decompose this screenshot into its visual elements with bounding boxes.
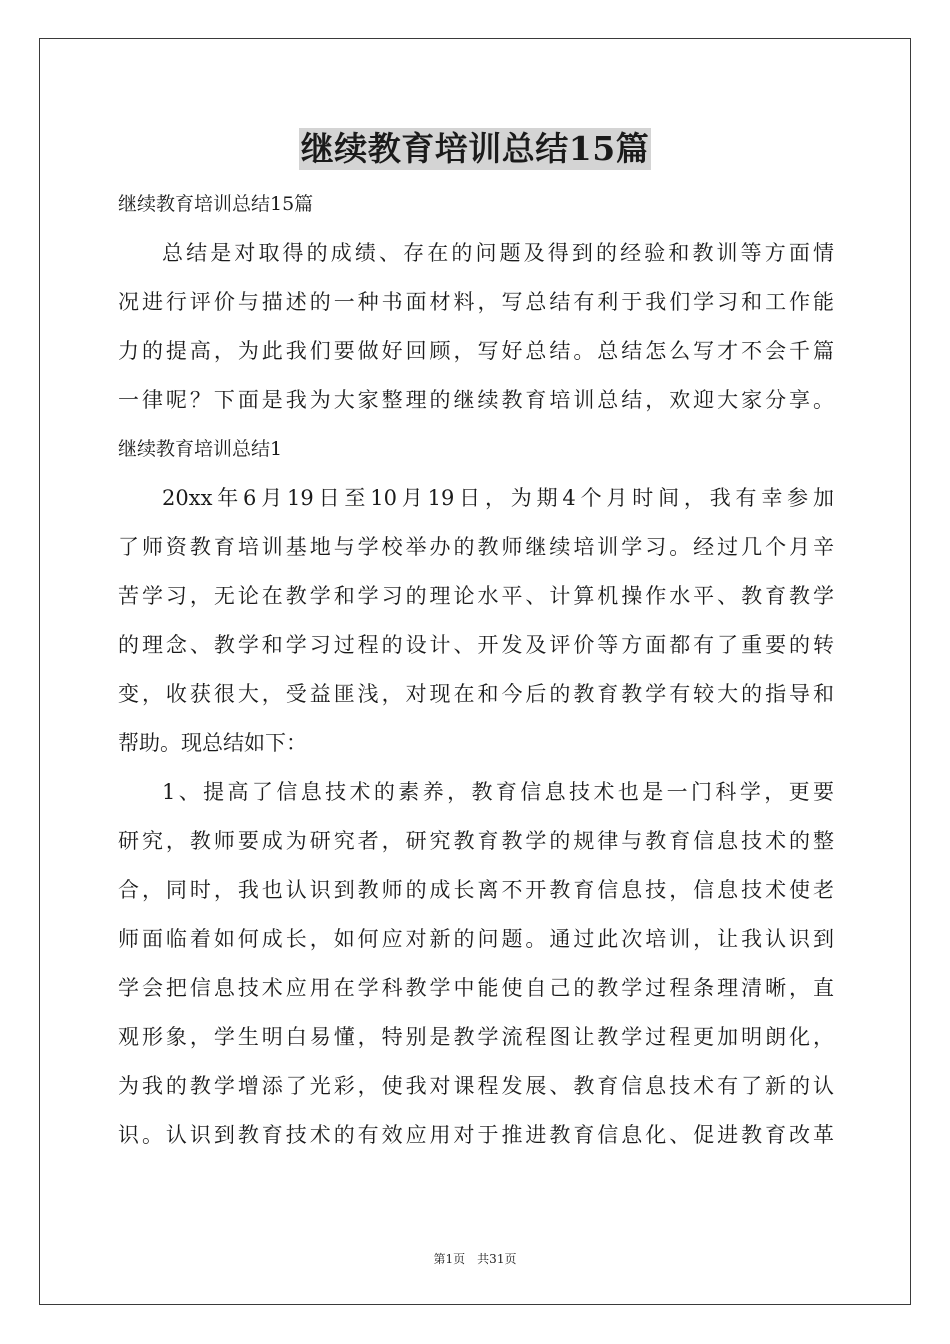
title-container (0, 128, 950, 170)
page-footer: 第1页 共31页 (433, 1252, 517, 1266)
paragraph-line: 1、提高了信息技术的素养，教育信息技术也是一门科学，更要 (162, 780, 834, 804)
paragraph-line: 帮助。现总结如下： (118, 731, 307, 755)
paragraph-line: 合，同时，我也认识到教师的成长离不开教育信息技，信息技术使老 (118, 878, 834, 902)
subtitle-line: 继续教育培训总结15篇 (118, 193, 314, 215)
paragraph-line: 的理念、教学和学习过程的设计、开发及评价等方面都有了重要的转 (118, 633, 834, 657)
paragraph-line: 学会把信息技术应用在学科教学中能使自己的教学过程条理清晰，直 (118, 976, 834, 1000)
paragraph-line: 为我的教学增添了光彩，使我对课程发展、教育信息技术有了新的认 (118, 1074, 834, 1098)
paragraph-line: 苦学习，无论在教学和学习的理论水平、计算机操作水平、教育教学 (118, 584, 834, 608)
paragraph-line: 力的提高，为此我们要做好回顾，写好总结。总结怎么写才不会千篇 (118, 339, 834, 363)
document-title: 继续教育培训总结15篇 (300, 129, 650, 168)
paragraph-line: 观形象，学生明白易懂，特别是教学流程图让教学过程更加明朗化， (118, 1025, 834, 1049)
paragraph-line: 识。认识到教育技术的有效应用对于推进教育信息化、促进教育改革 (118, 1123, 834, 1147)
paragraph-line: 总结是对取得的成绩、存在的问题及得到的经验和教训等方面情 (162, 241, 834, 265)
paragraph-line: 变，收获很大，受益匪浅，对现在和今后的教育教学有较大的指导和 (118, 682, 834, 706)
paragraph-line: 了师资教育培训基地与学校举办的教师继续培训学习。经过几个月辛 (118, 535, 834, 559)
paragraph-line: 师面临着如何成长，如何应对新的问题。通过此次培训，让我认识到 (118, 927, 834, 951)
section-heading: 继续教育培训总结1 (118, 438, 283, 460)
paragraph-line: 20xx年6月19日至10月19日，为期4个月时间，我有幸参加 (162, 486, 834, 510)
paragraph-line: 一律呢？下面是我为大家整理的继续教育培训总结，欢迎大家分享。 (118, 388, 834, 412)
paragraph-line: 研究，教师要成为研究者，研究教育教学的规律与教育信息技术的整 (118, 829, 834, 853)
document-body (118, 180, 834, 1160)
paragraph-line: 况进行评价与描述的一种书面材料，写总结有利于我们学习和工作能 (118, 290, 834, 314)
